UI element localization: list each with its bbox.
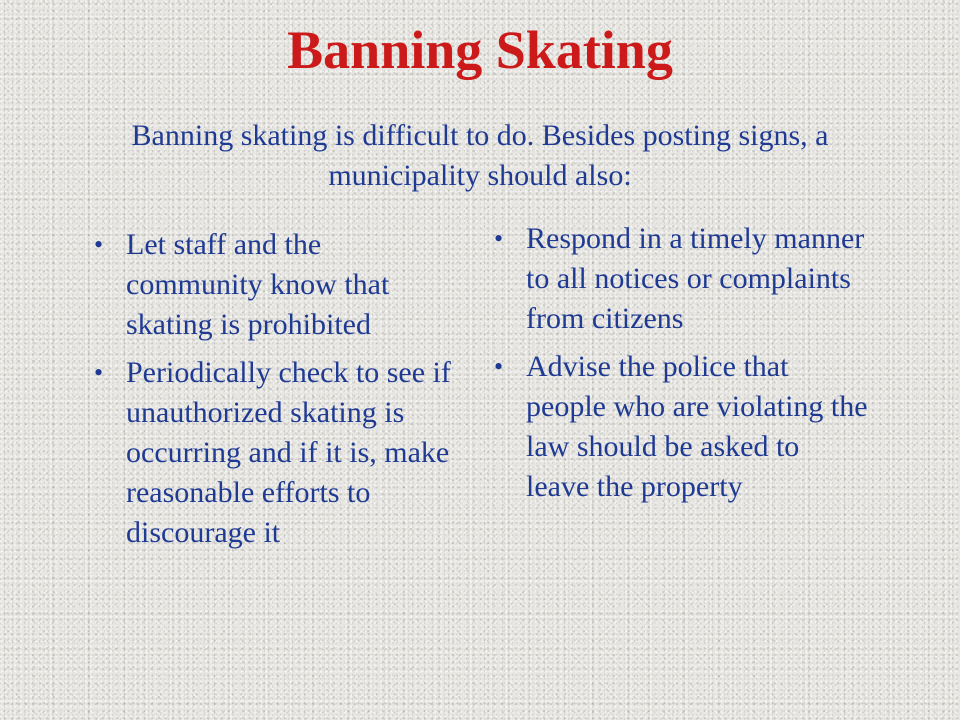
left-bullet-list <box>88 225 458 561</box>
bullet-icon: • <box>94 358 104 387</box>
slide-intro: Banning skating is difficult to do. Besides posting signs, a municipality should also: <box>131 119 829 192</box>
bullet-text: Periodically check to see if unauthorized skating is occurring and if it is, make reasonable efforts to discourage it <box>126 356 451 549</box>
bullet-icon: • <box>494 352 504 381</box>
right-bullet-list <box>488 219 868 515</box>
bullet-icon: • <box>494 224 504 253</box>
bullet-item <box>88 225 458 345</box>
bullet-icon: • <box>94 230 104 259</box>
bullet-item <box>488 347 868 507</box>
bullet-item <box>88 353 458 553</box>
bullet-text: Advise the police that people who are violating the law should be asked to leave the property <box>526 350 868 503</box>
bullet-item <box>488 219 868 339</box>
bullet-text: Let staff and the community know that skating is prohibited <box>126 228 390 341</box>
bullet-text: Respond in a timely manner to all notices or complaints from citizens <box>526 222 865 335</box>
slide-title: Banning Skating <box>287 20 673 80</box>
